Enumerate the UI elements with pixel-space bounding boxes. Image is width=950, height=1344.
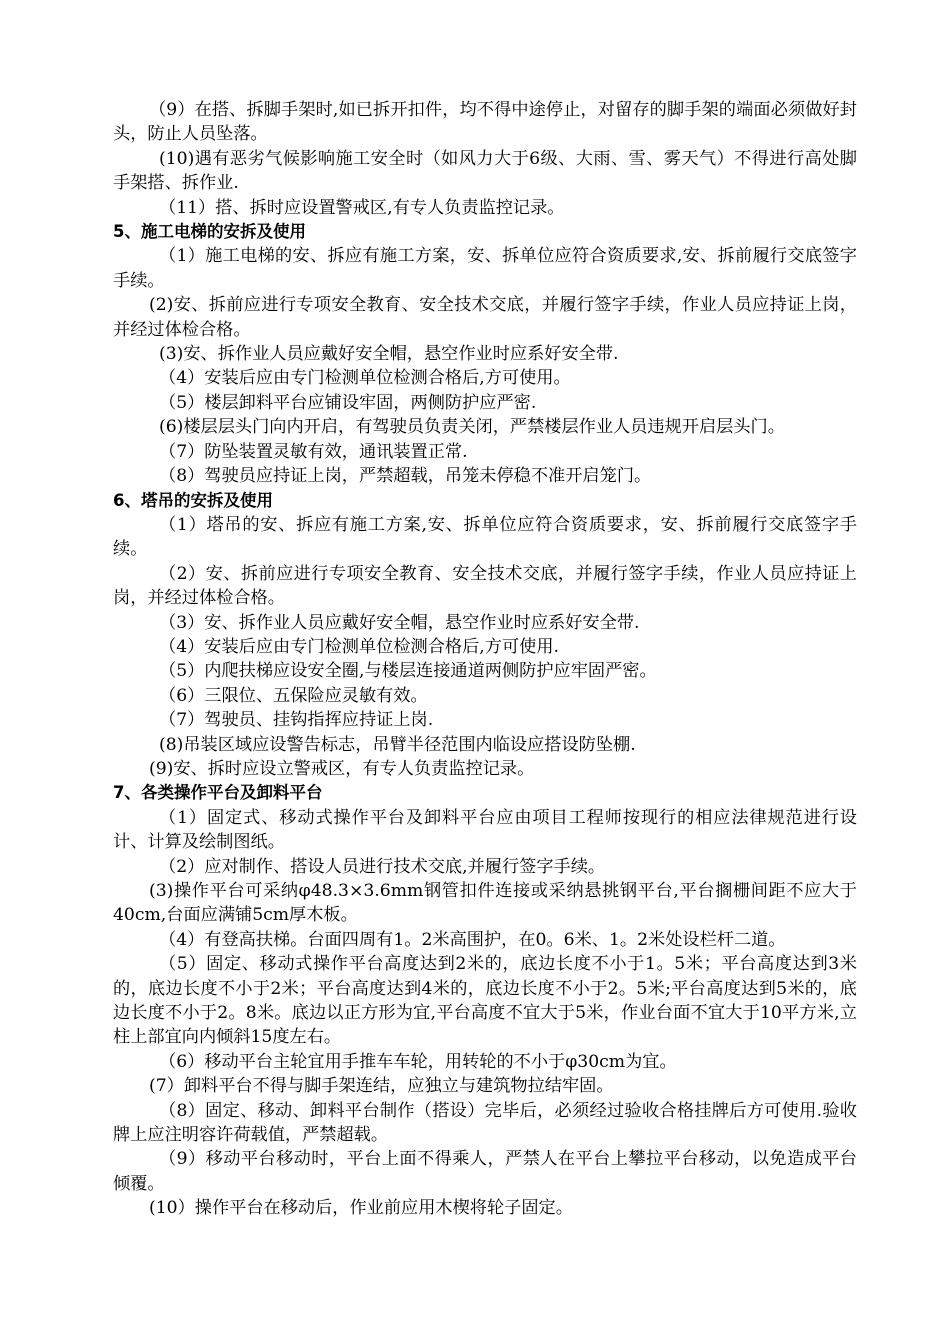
section-heading: 7、各类操作平台及卸料平台 [113, 783, 323, 803]
body-paragraph: (7）卸料平台不得与脚手架连结，应独立与建筑物拉结牢固。 [149, 1076, 614, 1097]
body-paragraph: （9）在搭、拆脚手架时,如已拆开扣件，均不得中途停止，对留存的脚手架的端面必须做好封头，防止人员坠落。 [113, 100, 857, 145]
body-paragraph: （1）施工电梯的安、拆应有施工方案，安、拆单位应符合资质要求,安、拆前履行交底签字手续。 [113, 246, 857, 291]
body-paragraph: （9）移动平台移动时，平台上面不得乘人，严禁人在平台上攀拉平台移动，以免造成平台倾覆。 [113, 1149, 857, 1194]
body-paragraph: (6)楼层层头门向内开启，有驾驶员负责关闭，严禁楼层作业人员违规开启层头门。 [159, 417, 785, 438]
body-paragraph: (10）操作平台在移动后，作业前应用木楔将轮子固定。 [149, 1198, 573, 1219]
body-paragraph: （5）内爬扶梯应设安全圈,与楼层连接通道两侧防护应牢固严密。 [159, 661, 657, 682]
body-paragraph: (3)操作平台可采纳φ48.3×3.6mm钢管扣件连接或采纳悬挑钢平台,平台搁栅间距不应大于40cm,台面应满铺5cm厚木板。 [113, 881, 857, 926]
body-paragraph: （4）安装后应由专门检测单位检测合格后,方可使用. [159, 636, 559, 657]
body-paragraph: （1）固定式、移动式操作平台及卸料平台应由项目工程师按现行的相应法律规范进行设计、计算及绘制图纸。 [113, 807, 857, 853]
body-paragraph: (10)遇有恶劣气候影响施工安全时（如风力大于6级、大雨、雪、雾天气）不得进行高处脚手架搭、拆作业. [113, 148, 857, 194]
body-paragraph: （4）安装后应由专门检测单位检测合格后,方可使用。 [159, 368, 571, 389]
body-paragraph: (3)安、拆作业人员应戴好安全帽，悬空作业时应系好安全带. [159, 344, 619, 365]
body-paragraph: (8)吊装区域应设警告标志，吊臂半径范围内临设应搭设防坠棚. [159, 734, 636, 755]
body-paragraph: （5）楼层卸料平台应铺设牢固，两侧防护应严密. [159, 392, 537, 413]
body-paragraph: （6）三限位、五保险应灵敏有效。 [159, 685, 428, 706]
body-paragraph: （6）移动平台主轮宜用手推车车轮，用转轮的不小于φ30cm为宜。 [159, 1051, 677, 1072]
body-paragraph: （3）安、拆作业人员应戴好安全帽，悬空作业时应系好安全带. [159, 612, 640, 633]
body-paragraph: （1）塔吊的安、拆应有施工方案,安、拆单位应符合资质要求，安、拆前履行交底签字手续。 [113, 514, 857, 560]
body-paragraph: （5）固定、移动式操作平台高度达到2米的，底边长度不小于1。5米；平台高度达到3米的，底边长度不小于2米；平台高度达到4米的，底边长度不小于2。5米;平台高度达到5米的，底边长度不小于2。8米。底边以正方形为宜,平台高度不宜大于5米，作业台面不宜大于10平方米,立柱上部宜向内倾斜15度左右。 [113, 954, 857, 1048]
body-paragraph: （7）驾驶员、挂钩指挥应持证上岗. [159, 710, 434, 731]
body-paragraph: （4）有登高扶梯。台面四周有1。2米高围护，在0。6米、1。2米处设栏杆二道。 [159, 929, 786, 950]
section-heading: 6、塔吊的安拆及使用 [113, 490, 273, 510]
body-paragraph: （11）搭、拆时应设置警戒区,有专人负责监控记录。 [159, 197, 565, 218]
body-paragraph: （8）固定、移动、卸料平台制作（搭设）完毕后，必须经过验收合格挂牌后方可使用.验收牌上应注明容许荷载值，严禁超载。 [113, 1100, 857, 1146]
body-paragraph: （2）应对制作、搭设人员进行技术交底,并履行签字手续。 [159, 856, 606, 877]
body-paragraph: (9)安、拆时应设立警戒区，有专人负责监控记录。 [149, 758, 535, 779]
body-paragraph: （8）驾驶员应持证上岗，严禁超载，吊笼未停稳不准开启笼门。 [159, 466, 652, 487]
section-heading: 5、施工电梯的安拆及使用 [113, 222, 306, 242]
document-body [113, 98, 857, 1221]
body-paragraph: (2)安、拆前应进行专项安全教育、安全技术交底，并履行签字手续，作业人员应持证上岗，并经过体检合格。 [113, 295, 857, 340]
body-paragraph: （7）防坠装置灵敏有效，通讯装置正常. [159, 441, 468, 462]
body-paragraph: （2）安、拆前应进行专项安全教育、安全技术交底，并履行签字手续，作业人员应持证上岗，并经过体检合格。 [113, 563, 857, 609]
